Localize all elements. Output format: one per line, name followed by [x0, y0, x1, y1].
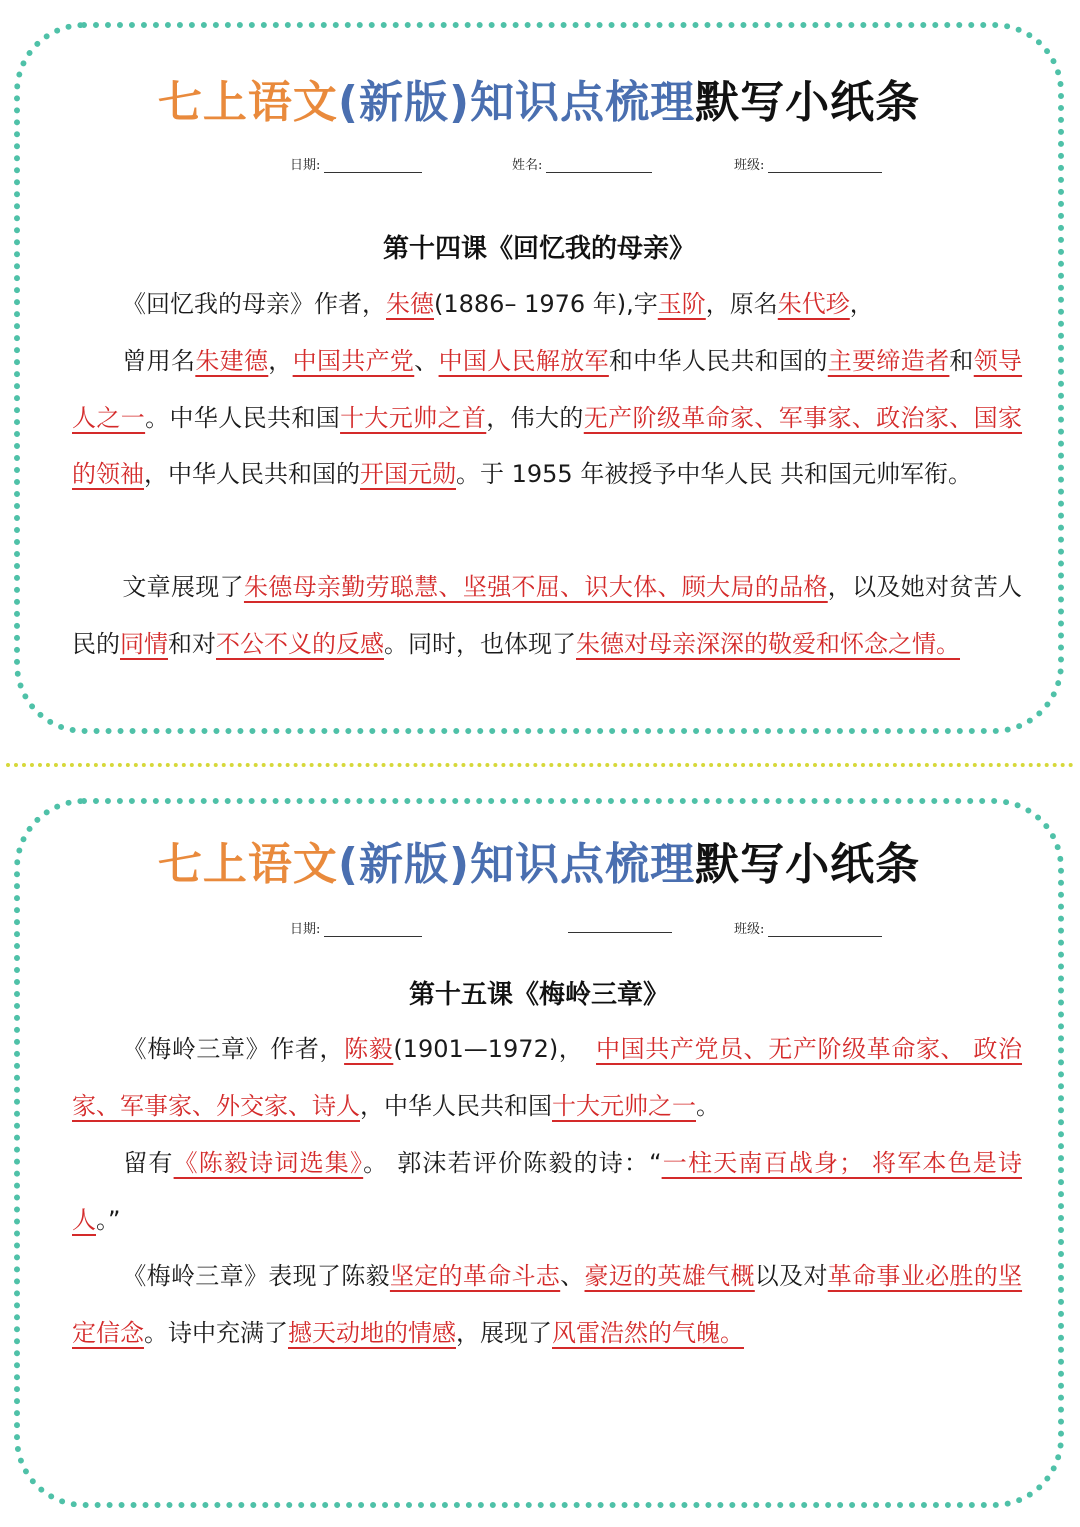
text-span: ，展现了 [456, 1318, 552, 1347]
answer-span: 十大元帅之一 [552, 1091, 696, 1120]
title-part-orange: 七上语文 [157, 77, 338, 128]
meta-row [20, 154, 1058, 176]
paragraph-3 [72, 559, 1022, 672]
answer-span: 革命事业必胜的坚定信念 [72, 1262, 1023, 1347]
answer-span: 不公不义的反感 [216, 629, 384, 658]
answer-span: 豪迈的英雄气概 [584, 1262, 755, 1290]
date-label: 日期: [290, 922, 321, 937]
meta-row [20, 918, 1058, 940]
lesson-title: 第十四课《回忆我的母亲》 [382, 234, 695, 264]
text-span: ，原名 [705, 290, 778, 318]
answer-span: 同情 [120, 629, 168, 658]
class-field[interactable] [734, 918, 882, 937]
date-label: 日期: [290, 158, 321, 173]
answer-span: 朱代珍 [777, 290, 850, 318]
text-span: ，中华人民共和国 [360, 1091, 552, 1120]
text-span: 《梅岭三章》作者， [122, 1035, 345, 1063]
text-span: 留有 [122, 1149, 174, 1177]
date-field[interactable] [290, 154, 422, 173]
text-span: 和中华人民共和国的 [608, 347, 828, 375]
text-span: 和 [949, 347, 974, 375]
text-span: ， [268, 347, 293, 375]
paragraph-2 [72, 333, 1022, 503]
answer-span: 风雷浩然的气魄。 [552, 1318, 744, 1347]
text-span: 。中华人民共和国 [145, 403, 341, 432]
text-span: 。诗中充满了 [144, 1318, 288, 1347]
answer-span: 朱德 [386, 290, 434, 318]
worksheet-card-1 [14, 22, 1064, 734]
lesson-title: 第十五课《梅岭三章》 [408, 980, 669, 1010]
text-span: 和对 [168, 629, 216, 658]
class-blank[interactable] [768, 158, 882, 173]
name-blank[interactable] [568, 918, 672, 933]
answer-span: 坚定的革命斗志 [389, 1262, 561, 1290]
answer-span: 《陈毅诗词选集》 [173, 1149, 364, 1177]
class-label: 班级: [734, 158, 765, 173]
date-field[interactable] [290, 918, 422, 937]
title-part-black: 默写小纸条 [695, 839, 921, 890]
answer-span: 玉阶 [657, 290, 706, 318]
answer-span: 开国元勋 [360, 460, 456, 488]
title-part-black: 默写小纸条 [695, 77, 921, 128]
answer-span: 中国共产党 [292, 347, 415, 375]
text-span: (1901—1972)， [393, 1035, 597, 1063]
answer-span: 朱德对母亲深深的敬爱和怀念之情。 [576, 629, 960, 658]
text-span: ，以及她对贫苦人民的 [72, 573, 1023, 658]
worksheet-title [20, 828, 1058, 892]
name-blank[interactable] [546, 158, 652, 173]
title-part-blue: (新版)知识点梳理 [337, 839, 696, 890]
class-field[interactable] [734, 154, 882, 173]
text-span: 《回忆我的母亲》作者， [122, 290, 386, 318]
class-blank[interactable] [768, 922, 882, 937]
text-span: ，中华人民共和国的 [144, 460, 360, 488]
text-span: 、 [560, 1262, 585, 1290]
date-blank[interactable] [324, 158, 422, 173]
paragraph-1 [72, 1021, 1022, 1134]
date-blank[interactable] [324, 922, 422, 937]
paragraph-1 [72, 276, 1022, 333]
text-span: 、 [414, 347, 439, 375]
paragraph-2 [72, 1135, 1022, 1248]
text-span: 《梅岭三章》表现了陈毅 [122, 1262, 390, 1290]
worksheet-card-2 [14, 798, 1064, 1508]
answer-span: 中国人民解放军 [438, 347, 609, 375]
text-span: 以及对 [754, 1262, 828, 1290]
text-span: 。于 1955 年被授予中华人民 共和国元帅军衔。 [456, 460, 972, 488]
text-span: 。 [696, 1091, 720, 1120]
class-label: 班级: [734, 922, 765, 937]
text-span: 。” [96, 1205, 121, 1234]
text-span: (1886– 1976 年),字 [434, 290, 658, 318]
name-field[interactable] [512, 154, 652, 173]
text-span: 。 郭沫若评价陈毅的诗：“ [363, 1149, 662, 1177]
title-part-blue: (新版)知识点梳理 [337, 77, 696, 128]
text-span: ，伟大的 [486, 403, 584, 432]
text-span: ， [849, 290, 874, 318]
text-span: 曾用名 [122, 347, 196, 375]
paragraph-3 [72, 1248, 1022, 1361]
text-span: 。同时，也体现了 [384, 629, 576, 658]
answer-span: 朱建德 [195, 347, 269, 375]
answer-span: 十大元帅之首 [340, 403, 487, 432]
answer-span: 一柱天南百战身； 将军本色是诗人 [72, 1149, 1022, 1234]
answer-span: 朱德母亲勤劳聪慧、坚强不屈、识大体、顾大局的品格 [243, 573, 828, 601]
answer-span: 撼天动地的情感 [288, 1318, 456, 1347]
answer-span: 中国共产党员、无产阶级革命家、 政治家、军事家、外交家、诗人 [72, 1035, 1023, 1120]
answer-span: 领导人之一 [72, 347, 1023, 432]
section-divider [6, 763, 1074, 767]
text-span: 文章展现了 [122, 573, 244, 601]
name-label: 姓名: [512, 158, 543, 173]
title-part-orange: 七上语文 [157, 839, 338, 890]
answer-span: 无产阶级革命家、军事家、政治家、国家的领袖 [72, 403, 1023, 488]
answer-span: 陈毅 [344, 1035, 394, 1063]
worksheet-title [20, 66, 1058, 130]
name-field[interactable] [564, 918, 672, 933]
answer-span: 主要缔造者 [827, 347, 950, 375]
